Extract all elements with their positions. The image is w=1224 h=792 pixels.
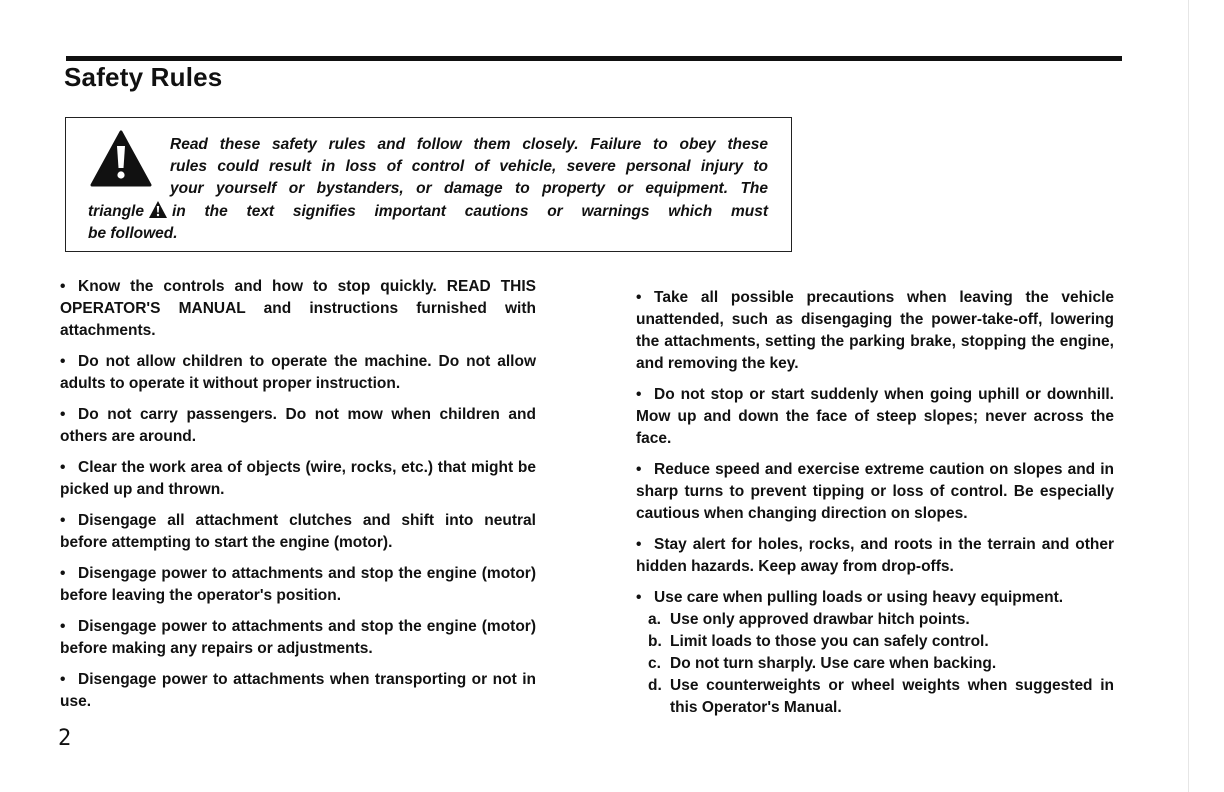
bullet-icon: •	[60, 406, 66, 423]
top-rule	[66, 56, 1122, 61]
warning-line-5: be followed.	[88, 225, 178, 242]
bullet-icon: •	[60, 459, 66, 476]
sub-rule-text: Do not turn sharply. Use care when backing.	[670, 655, 997, 672]
rule-item	[636, 534, 1114, 578]
bullet-icon: •	[636, 289, 642, 306]
bullet-icon: •	[60, 512, 66, 529]
warning-line-4-end: in the text signifies important cautions or warnings which must	[171, 203, 768, 220]
rule-text: Reduce speed and exercise extreme caution on slopes and in sharp turns to prevent tipping or loss of control. Be especially cautious when changing direction on slopes.	[636, 461, 1114, 522]
rule-item	[60, 457, 536, 501]
rule-item	[636, 459, 1114, 525]
sub-rule-letter: c.	[648, 655, 661, 672]
bullet-icon: •	[636, 461, 642, 478]
bullet-icon: •	[60, 671, 66, 688]
rule-item	[60, 404, 536, 448]
inline-warning-triangle-icon	[148, 200, 168, 219]
rule-text: Clear the work area of objects (wire, rocks, etc.) that might be picked up and thrown.	[60, 459, 536, 498]
warning-line-1: Read these safety rules and follow them closely. Failure to obey these	[170, 136, 768, 153]
sub-rule-item	[636, 609, 1114, 631]
bullet-icon: •	[636, 386, 642, 403]
bullet-icon: •	[636, 589, 642, 606]
left-rules-column	[60, 276, 536, 722]
rule-text: Stay alert for holes, rocks, and roots in the terrain and other hidden hazards. Keep away from drop-offs.	[636, 536, 1114, 575]
bullet-icon: •	[60, 353, 66, 370]
page-title: Safety Rules	[64, 62, 223, 92]
rule-item	[60, 616, 536, 660]
warning-line-4	[88, 200, 768, 223]
bullet-icon: •	[60, 618, 66, 635]
warning-line-2: rules could result in loss of control of vehicle, severe personal injury to	[170, 158, 768, 175]
bullet-icon: •	[60, 278, 66, 295]
rule-item	[636, 287, 1114, 375]
bullet-icon: •	[60, 565, 66, 582]
bullet-icon: •	[636, 536, 642, 553]
sub-rule-letter: b.	[648, 633, 662, 650]
rule-text: Disengage all attachment clutches and shift into neutral before attempting to start the engine (motor).	[60, 512, 536, 551]
sub-rule-item	[636, 653, 1114, 675]
warning-line-4-start: triangle	[88, 203, 144, 220]
sub-rule-text: Limit loads to those you can safely control.	[670, 633, 989, 650]
sub-rule-text: Use counterweights or wheel weights when suggested in this Operator's Manual.	[670, 677, 1114, 716]
rule-text: Disengage power to attachments when transporting or not in use.	[60, 671, 536, 710]
rule-text: Do not allow children to operate the machine. Do not allow adults to operate it without proper instruction.	[60, 353, 536, 392]
scan-edge-line	[1188, 0, 1189, 792]
page-number: 2	[58, 726, 72, 751]
warning-box	[65, 117, 792, 252]
sub-rule-item	[636, 631, 1114, 653]
rule-text: Know the controls and how to stop quickly. READ THIS OPERATOR'S MANUAL and instructions furnished with attachments.	[60, 278, 536, 339]
rule-item	[60, 351, 536, 395]
rule-text: Do not stop or start suddenly when going uphill or downhill. Mow up and down the face of steep slopes; never across the face.	[636, 386, 1114, 447]
rule-item	[60, 669, 536, 713]
rule-item	[60, 276, 536, 342]
sub-rule-text: Use only approved drawbar hitch points.	[670, 611, 970, 628]
sub-rule-list	[636, 609, 1114, 719]
sub-rule-item	[636, 675, 1114, 719]
rule-text: Disengage power to attachments and stop the engine (motor) before making any repairs or adjustments.	[60, 618, 536, 657]
warning-text	[88, 134, 768, 245]
rule-item	[636, 587, 1114, 609]
rule-item	[60, 563, 536, 607]
rule-text: Disengage power to attachments and stop the engine (motor) before leaving the operator's position.	[60, 565, 536, 604]
sub-rule-letter: a.	[648, 611, 661, 628]
rule-text: Use care when pulling loads or using heavy equipment.	[654, 589, 1064, 606]
right-rules-column	[636, 287, 1114, 719]
rule-text: Take all possible precautions when leaving the vehicle unattended, such as disengaging the power-take-off, lowering the attachments, setting the parking brake, stopping the engine, and removing the key.	[636, 289, 1114, 372]
rule-item	[60, 510, 536, 554]
rule-item	[636, 384, 1114, 450]
warning-line-3: your yourself or bystanders, or damage to property or equipment. The	[170, 180, 768, 197]
rule-text: Do not carry passengers. Do not mow when children and others are around.	[60, 406, 536, 445]
sub-rule-letter: d.	[648, 677, 662, 694]
